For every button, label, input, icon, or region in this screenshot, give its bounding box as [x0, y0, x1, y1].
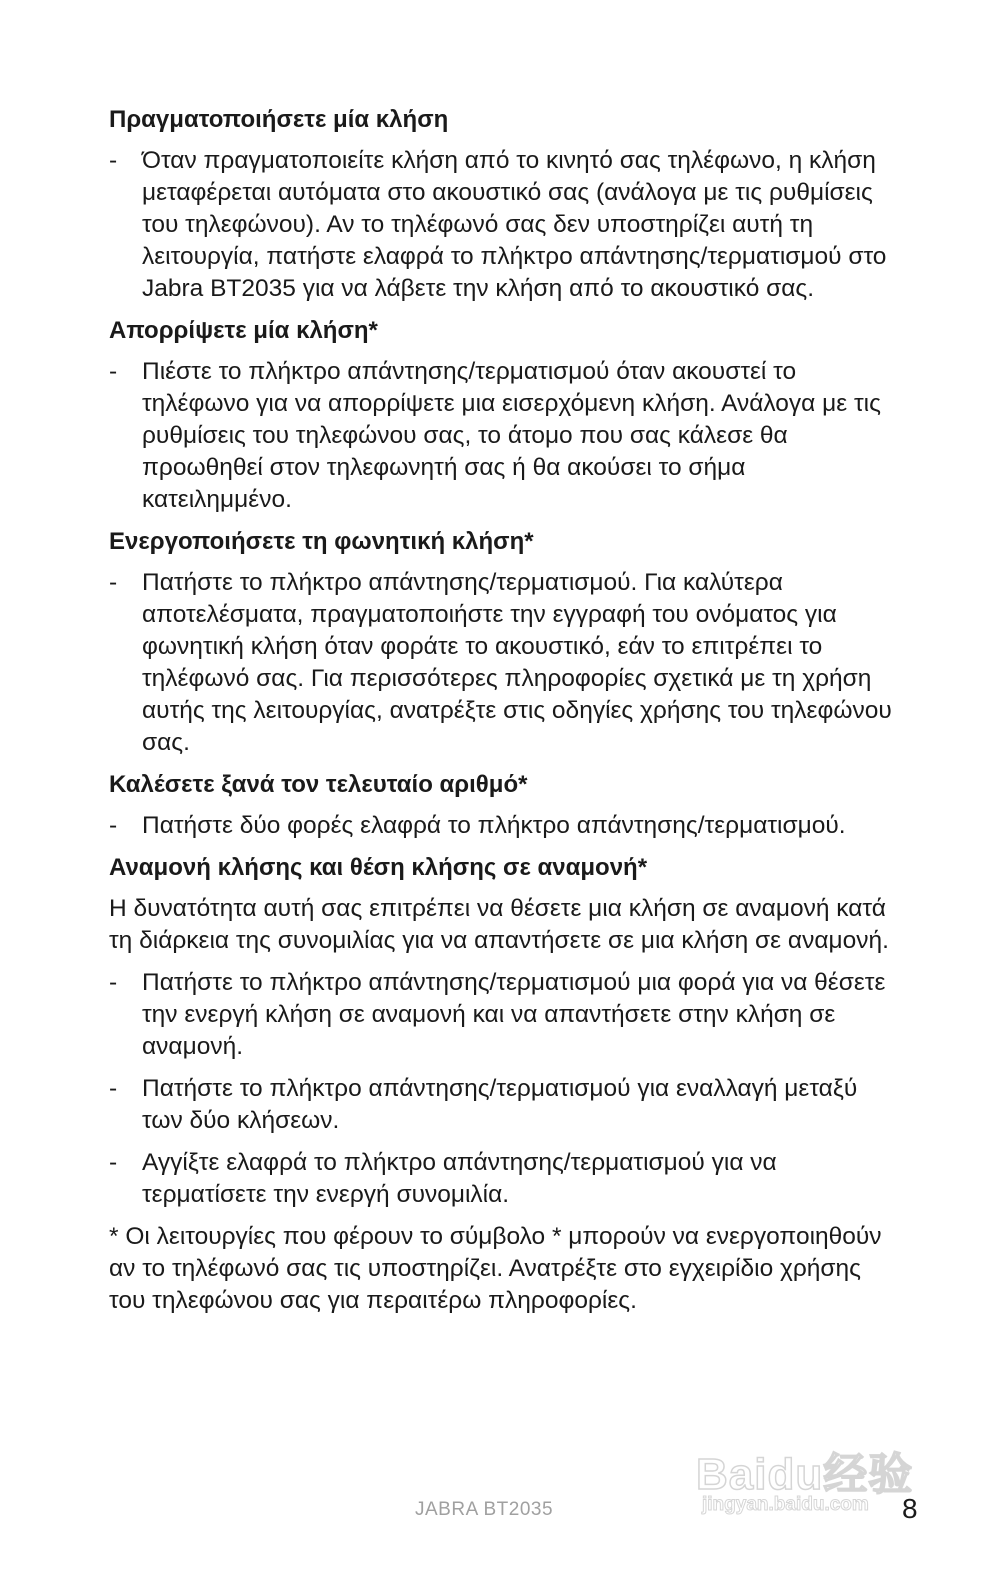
list-item-text: Πιέστε το πλήκτρο απάντησης/τερματισμού όταν ακουστεί το τηλέφωνο για να απορρίψετε μια εισερχόμενη κλήση. Ανάλογα με τις ρυθμίσεις του τηλεφώνου σας, το άτομο που σας κάλεσε θα προωθηθεί στον τηλεφωνητή σας ή θα ακούσει το σήμα κατειλημμένο. [142, 358, 881, 513]
section-list-reject-call [109, 356, 899, 516]
section-list-redial [109, 810, 899, 842]
page-number: 8 [902, 1493, 918, 1524]
page-footer [0, 1493, 986, 1537]
list-item [109, 1073, 899, 1137]
list-item-text: Πατήστε το πλήκτρο απάντησης/τερματισμού μια φορά για να θέσετε την ενεργή κλήση σε αναμονή και να απαντήσετε στην κλήση σε αναμονή. [142, 969, 886, 1060]
watermark-logo: Baidu经验 [696, 1450, 914, 1499]
bullet-dash: - [109, 812, 118, 839]
list-item-text: Αγγίξτε ελαφρά το πλήκτρο απάντησης/τερματισμού για να τερματίσετε την ενεργή συνομιλία. [142, 1149, 777, 1208]
bullet-dash: - [109, 358, 118, 385]
section-heading-reject-call: Απορρίψετε μία κλήση* [109, 317, 378, 344]
list-item [109, 1147, 899, 1211]
watermark-url: jingyan.baidu.com [702, 1494, 869, 1515]
bullet-dash: - [109, 1075, 118, 1102]
list-item-text: Πατήστε δύο φορές ελαφρά το πλήκτρο απάντησης/τερματισμού. [142, 812, 846, 839]
section-list-voice-dial [109, 567, 899, 759]
section-list-make-call [109, 145, 899, 305]
section-heading-make-call: Πραγματοποιήσετε μία κλήση [109, 106, 449, 133]
bullet-dash: - [109, 969, 118, 996]
bullet-dash: - [109, 569, 118, 596]
list-item-text: Όταν πραγματοποιείτε κλήση από το κινητό σας τηλέφωνο, η κλήση μεταφέρεται αυτόματα στο ακουστικό σας (ανάλογα με τις ρυθμίσεις του τηλεφώνου). Αν το τηλέφωνό σας δεν υποστηρίζει αυτή τη λειτουργία, πατήστε ελαφρά το πλήκτρο απάντησης/τερματισμού στο Jabra BT2035 για να λάβετε την κλήση από το ακουστικό σας. [142, 147, 887, 302]
list-item [109, 967, 899, 1063]
footer-product-name: JABRA BT2035 [415, 1499, 554, 1520]
section-intro-call-waiting: Η δυνατότητα αυτή σας επιτρέπει να θέσετε μια κλήση σε αναμονή κατά τη διάρκεια της συνομιλίας για να απαντήσετε σε μια κλήση σε αναμονή. [109, 895, 889, 954]
section-list-call-waiting [109, 967, 899, 1211]
footnote: * Οι λειτουργίες που φέρουν το σύμβολο * μπορούν να ενεργοποιηθούν αν το τηλέφωνό σας τις υποστηρίζει. Ανατρέξτε στο εγχειρίδιο χρήσης του τηλεφώνου σας για περαιτέρω πληροφορίες. [109, 1223, 882, 1314]
section-heading-call-waiting: Αναμονή κλήσης και θέση κλήσης σε αναμονή* [109, 854, 648, 881]
list-item [109, 356, 899, 516]
section-heading-voice-dial: Ενεργοποιήσετε τη φωνητική κλήση* [109, 528, 534, 555]
bullet-dash: - [109, 1149, 118, 1176]
list-item-text: Πατήστε το πλήκτρο απάντησης/τερματισμού. Για καλύτερα αποτελέσματα, πραγματοποιήστε την εγγραφή του ονόματος για φωνητική κλήση όταν φοράτε το ακουστικό, εάν το επιτρέπει το τηλέφωνό σας. Για περισσότερες πληροφορίες σχετικά με τη χρήση αυτής της λειτουργίας, ανατρέξτε στις οδηγίες χρήσης του τηλεφώνου σας. [142, 569, 892, 756]
list-item [109, 145, 899, 305]
section-heading-redial: Καλέσετε ξανά τον τελευταίο αριθμό* [109, 771, 528, 798]
list-item [109, 810, 899, 842]
list-item [109, 567, 899, 759]
bullet-dash: - [109, 147, 118, 174]
document-body [109, 104, 899, 1327]
list-item-text: Πατήστε το πλήκτρο απάντησης/τερματισμού για εναλλαγή μεταξύ των δύο κλήσεων. [142, 1075, 858, 1134]
